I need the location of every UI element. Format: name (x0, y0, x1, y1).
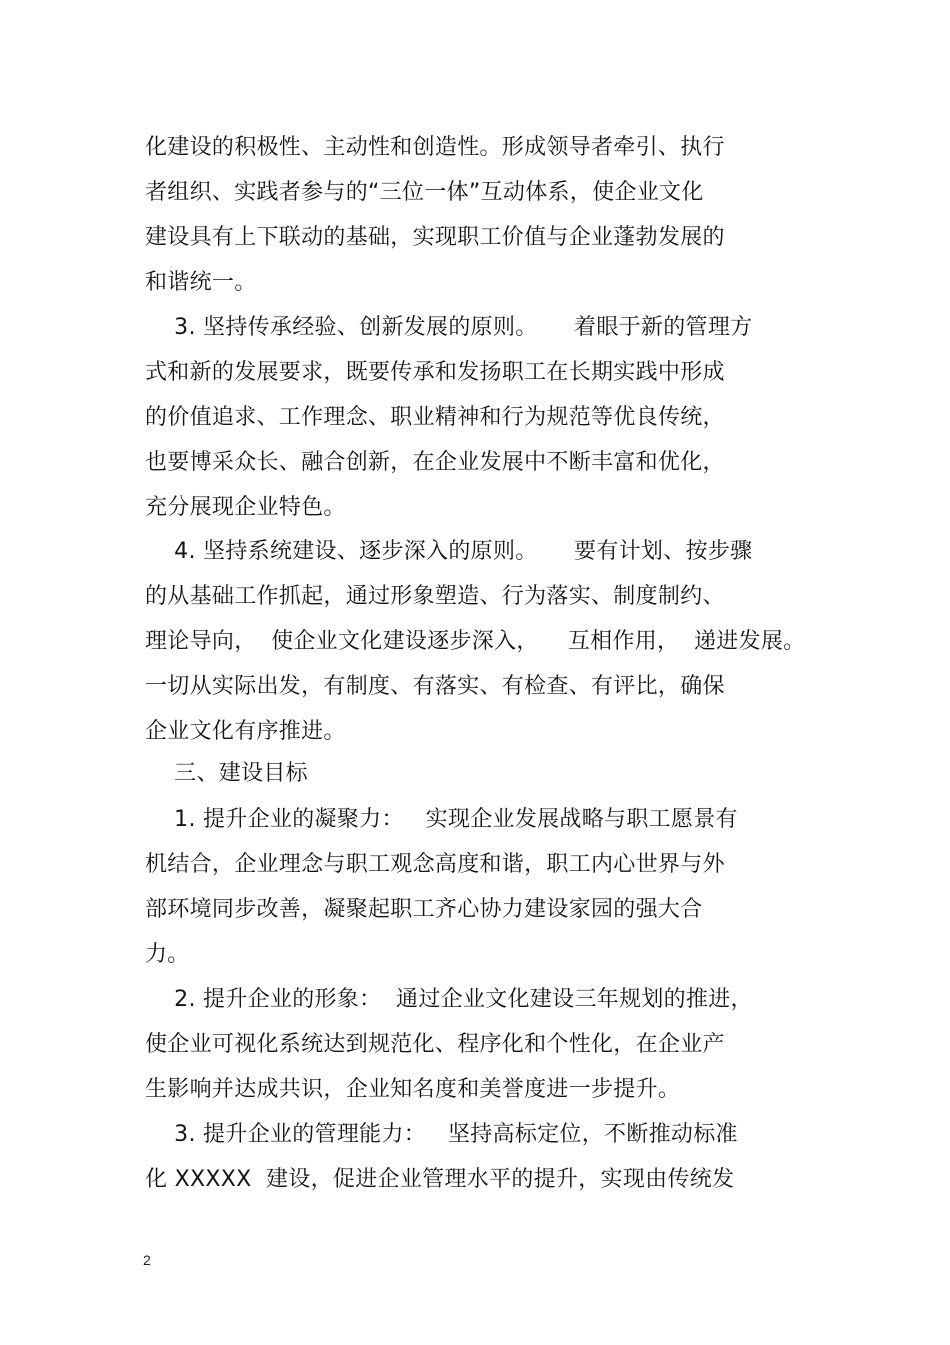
text-line: 化 XXXXX 建设，促进企业管理水平的提升，实现由传统发 (145, 1167, 735, 1192)
text-line: 也要博采众长、融合创新，在企业发展中不断丰富和优化， (145, 450, 725, 475)
text-line: 部环境同步改善，凝聚起职工齐心协力建设家园的强大合 (145, 897, 703, 922)
text-line: 一切从实际出发，有制度、有落实、有检查、有评比，确保 (145, 674, 725, 699)
text-line: 3. 坚持传承经验、创新发展的原则。 着眼于新的管理方 (145, 315, 753, 340)
text-line: 1. 提升企业的凝聚力： 实现企业发展战略与职工愿景有 (145, 807, 738, 832)
text-line: 和谐统一。 (145, 270, 257, 295)
page-number: 2 (143, 1252, 151, 1268)
text-line: 生影响并达成共识，企业知名度和美誉度进一步提升。 (145, 1077, 681, 1102)
text-line: 2. 提升企业的形象： 通过企业文化建设三年规划的推进， (145, 987, 753, 1012)
text-line: 机结合，企业理念与职工观念高度和谐，职工内心世界与外 (145, 852, 725, 877)
text-line: 力。 (145, 942, 190, 967)
text-line: 企业文化有序推进。 (145, 719, 346, 744)
text-line: 使企业可视化系统达到规范化、程序化和个性化，在企业产 (145, 1032, 725, 1057)
text-line: 的价值追求、工作理念、职业精神和行为规范等优良传统， (145, 405, 725, 430)
text-line: 式和新的发展要求，既要传承和发扬职工在长期实践中形成 (145, 360, 725, 385)
text-line: 充分展现企业特色。 (145, 495, 346, 520)
text-line: 4. 坚持系统建设、逐步深入的原则。 要有计划、按步骤 (145, 539, 753, 564)
text-line: 者组织、实践者参与的“三位一体”互动体系，使企业文化 (145, 180, 704, 205)
text-line: 3. 提升企业的管理能力： 坚持高标定位，不断推动标准 (145, 1122, 738, 1147)
text-line: 的从基础工作抓起，通过形象塑造、行为落实、制度制约、 (145, 584, 725, 609)
text-line: 建设具有上下联动的基础，实现职工价值与企业蓬勃发展的 (145, 225, 725, 250)
section-heading: 三、建设目标 (145, 761, 308, 786)
text-line: 化建设的积极性、主动性和创造性。形成领导者牵引、执行 (145, 135, 725, 160)
text-line: 理论导向， 使企业文化建设逐步深入， 互相作用， 递进发展。 (145, 629, 806, 654)
